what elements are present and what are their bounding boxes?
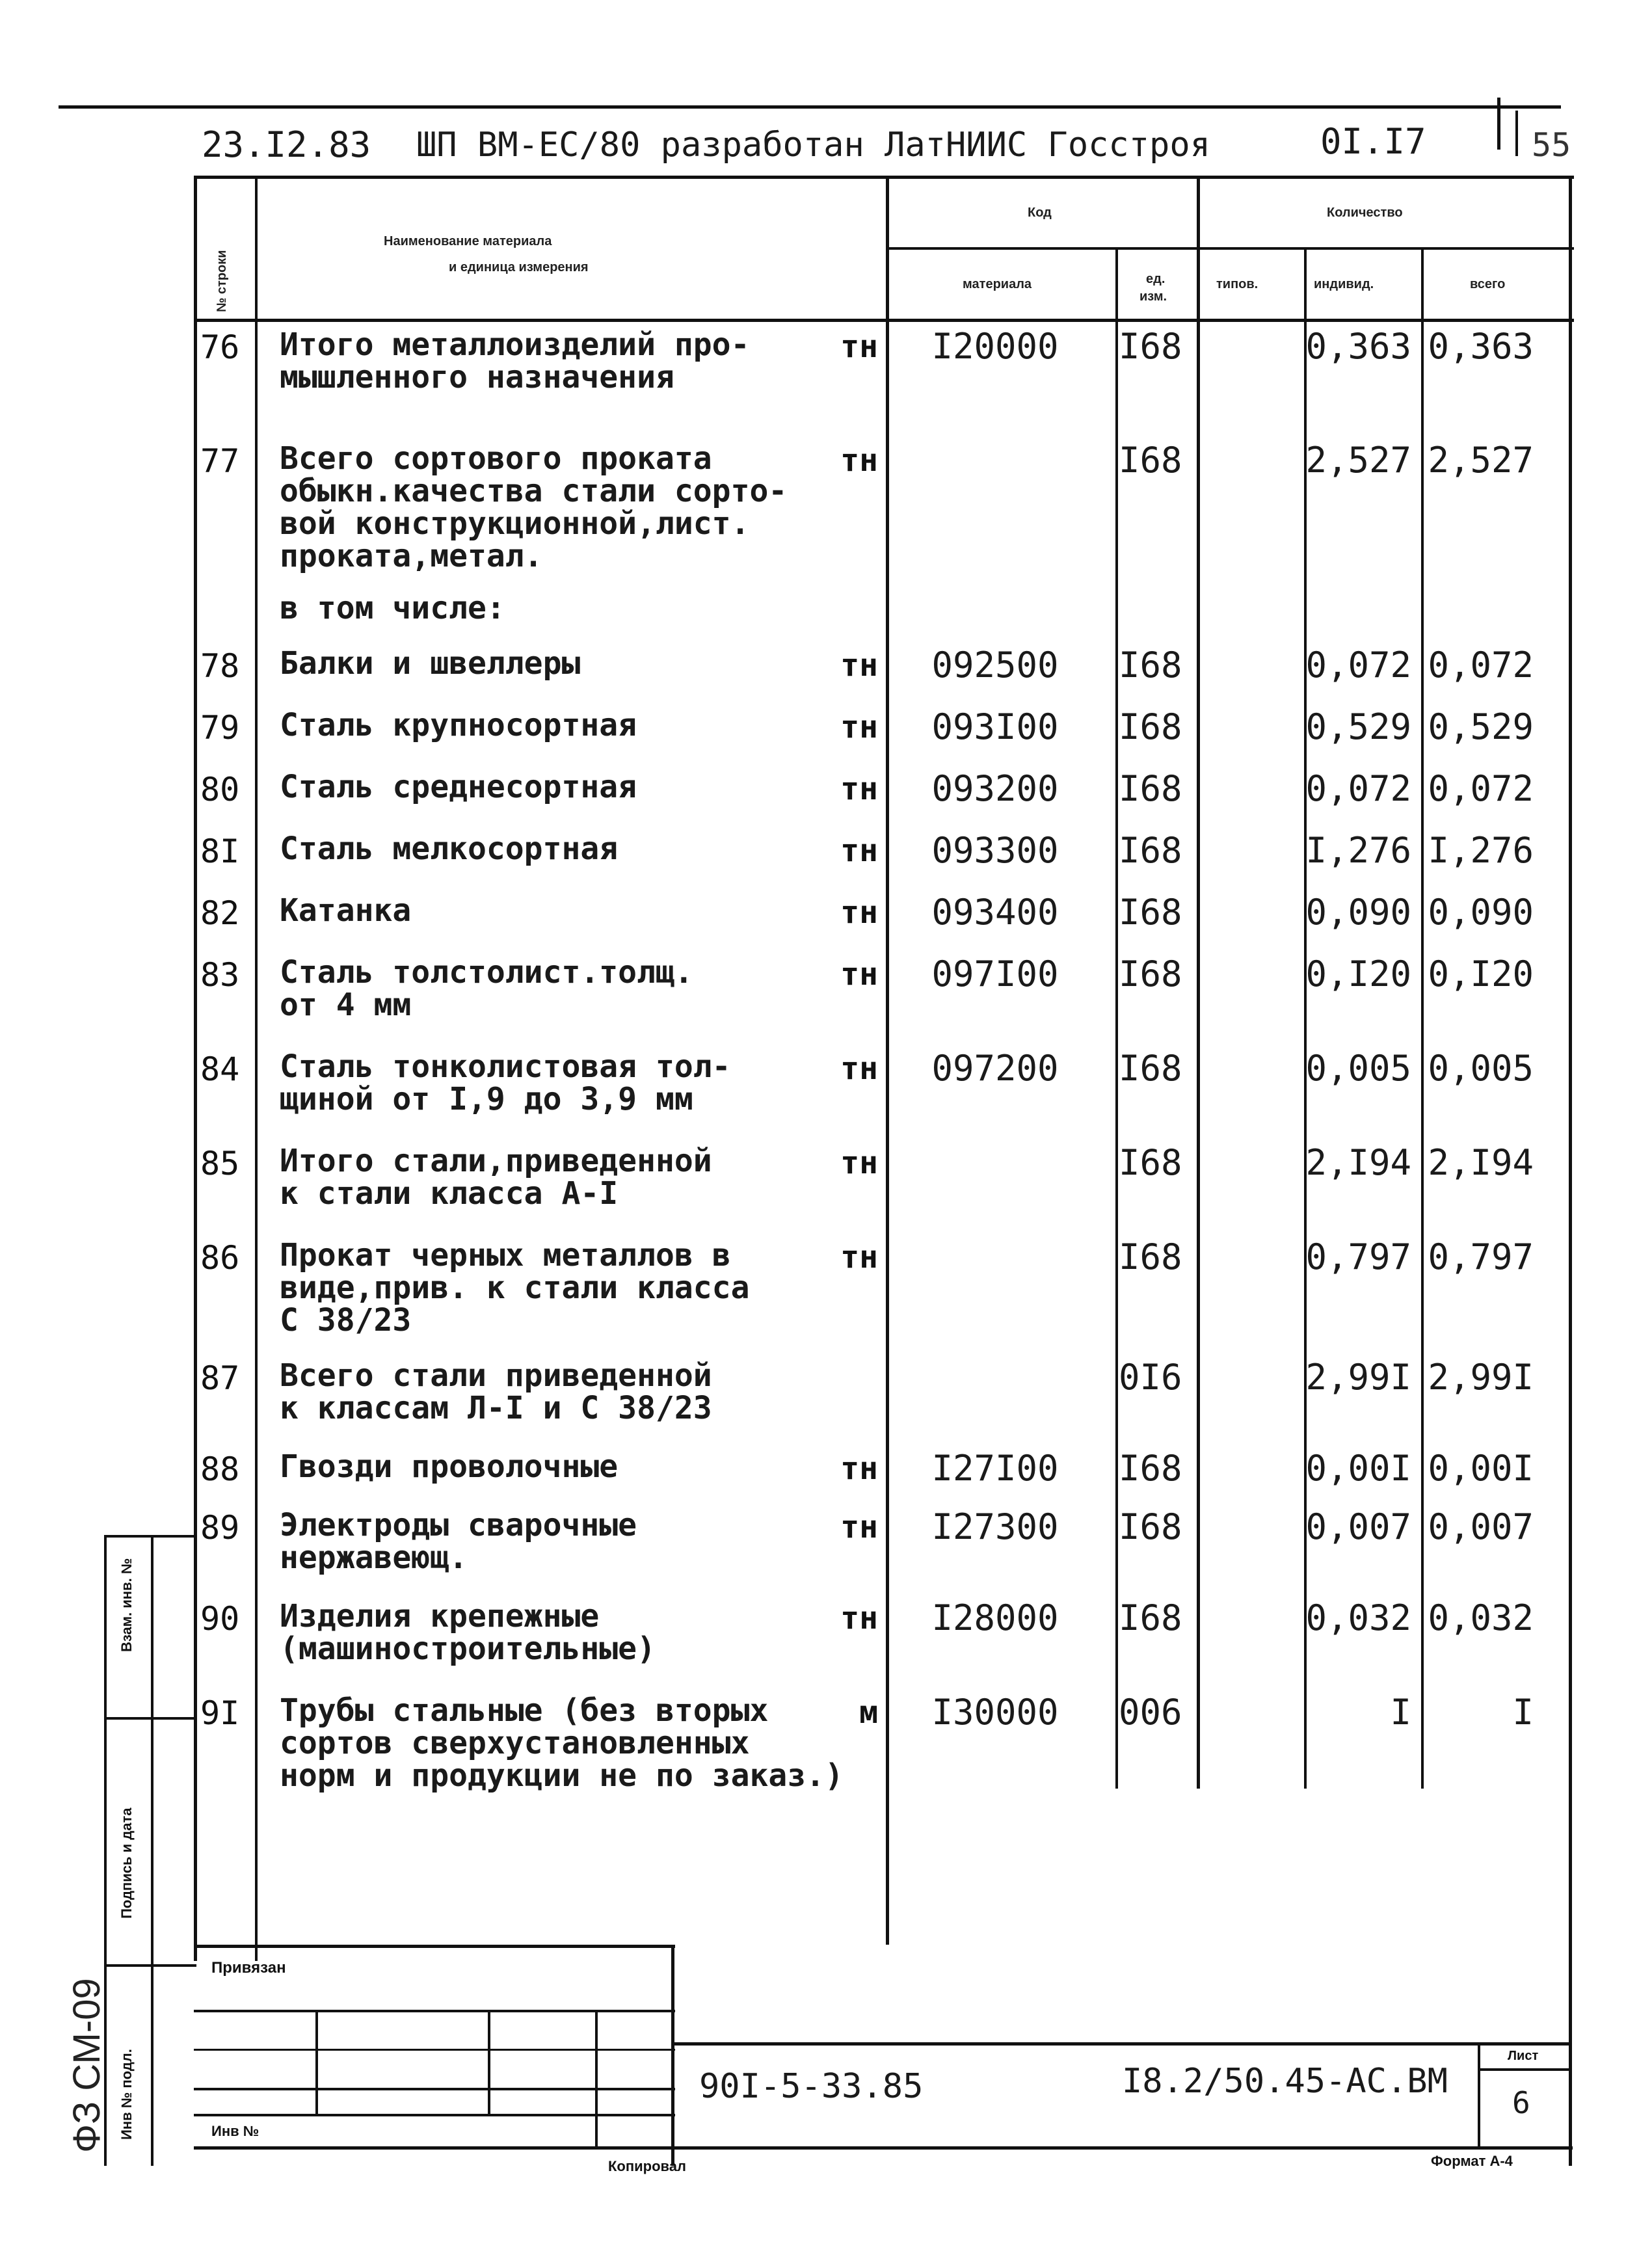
row-material-code: 093200 [931,768,1059,809]
row-number: 80 [200,771,240,808]
row-unit: тн [840,1145,878,1181]
row-unit: тн [840,1509,878,1545]
row-material-code: I27300 [931,1506,1059,1547]
row-qty-total: 0,797 [1428,1236,1534,1277]
row-unit: тн [840,956,878,993]
row-unit-code: 0I6 [1119,1357,1182,1398]
row-material-name: Электроды сварочные нержавеющ. [280,1507,637,1576]
row-material-code: 097I00 [931,953,1059,994]
header-name-line2: и единица измерения [449,260,589,274]
header-code-unit-1: ед. [1146,272,1166,286]
margin-inv-podl: Инв № подл. [118,2049,135,2140]
stamp-grid-v1 [315,2010,318,2114]
header-code-group: Код [1028,206,1052,220]
row-qty-individual: 0,005 [1305,1048,1411,1089]
header-qty-individual: индивид. [1314,277,1374,291]
stamp-privyazan: Привязан [211,1959,286,1977]
stamp-grid-h3 [194,2088,675,2090]
row-material-name: Сталь мелкосортная [280,831,619,867]
margin-inner-line [151,1535,153,2166]
row-qty-individual: 0,090 [1305,892,1411,933]
header-code-unit-2: изм. [1139,289,1167,304]
row-qty-individual: 0,797 [1305,1236,1411,1277]
header-qty-group: Количество [1327,206,1403,220]
row-qty-individual: 0,I20 [1305,953,1411,994]
row-unit-code: I68 [1119,326,1182,367]
row-qty-total: 2,527 [1428,440,1534,481]
header-code: 0I.I7 [1320,121,1426,162]
row-material-code: 092500 [931,645,1059,686]
row-material-code: 093400 [931,892,1059,933]
row-unit: тн [840,1050,878,1087]
row-qty-total: 2,I94 [1428,1142,1534,1183]
row-material-name: Всего сортового проката обыкн.качества стали сорто- вой конструкционной,лист. проката,метал. [280,440,788,574]
row-material-name: Итого металлоизделий про- мышленного назначения [280,327,750,395]
table-top-border [194,176,1574,179]
row-unit-code: I68 [1119,892,1182,933]
header-title: ШП ВМ-ЕС/80 разработан ЛатНИИС Госстроя [416,126,1210,165]
row-material-name: Гвозди проволочные [280,1448,619,1485]
row-number: 9I [200,1694,240,1732]
col-ed-divider [1197,176,1200,1789]
row-unit: тн [840,709,878,745]
page-number: 55 [1532,126,1571,164]
margin-split-1 [104,1717,196,1720]
stamp-doc-code-right: I8.2/50.45-АС.ВМ [1122,2062,1448,2101]
row-qty-total: 0,007 [1428,1506,1534,1547]
row-number: 88 [200,1450,240,1488]
margin-top-line [104,1535,196,1538]
row-number: 78 [200,647,240,685]
row-unit-code: 006 [1119,1692,1182,1733]
row-material-name: Сталь толстолист.толщ. от 4 мм [280,954,693,1023]
row-number: 87 [200,1359,240,1397]
row-material-name: Трубы стальные (без вторых сортов сверхустановленных норм и продукции не по заказ.) [280,1692,844,1794]
header-mid-line [888,247,1574,250]
row-unit-code: I68 [1119,1236,1182,1277]
row-material-code: I20000 [931,326,1059,367]
row-unit: тн [840,442,878,479]
margin-signature-date: Подпись и дата [118,1807,135,1919]
row-number: 90 [200,1600,240,1638]
row-number: 8I [200,833,240,870]
row-qty-total: 0,363 [1428,326,1534,367]
table-left-border [194,176,197,1961]
row-unit: тн [840,1450,878,1487]
row-material-name: Балки и швеллеры [280,645,581,682]
row-number: 82 [200,894,240,932]
row-qty-individual: 0,032 [1305,1597,1411,1638]
row-qty-individual: 0,007 [1305,1506,1411,1547]
row-material-name: Изделия крепежные (машиностроительные) [280,1598,656,1667]
row-number: 77 [200,442,240,480]
stamp-inv-no: Инв № [211,2123,260,2139]
row-material-code: 093I00 [931,706,1059,747]
row-number: 85 [200,1145,240,1182]
row-qty-total: 2,99I [1428,1357,1534,1398]
stamp-sheet-box-left [1478,2042,1480,2150]
col-code-divider [1115,247,1118,1789]
row-number: 79 [200,709,240,747]
margin-handwritten-code: ФЗ СМ-09 [66,1978,108,2153]
row-material-code: 097200 [931,1048,1059,1089]
header-row-no: № строки [215,250,229,312]
header-qty-typical: типов. [1216,277,1259,291]
stamp-grid-h4 [194,2114,675,2116]
header-qty-total: всего [1470,277,1506,291]
stamp-bottom-line [194,2146,1573,2150]
row-unit-code: I68 [1119,768,1182,809]
row-unit: тн [840,894,878,931]
row-material-name: Сталь крупносортная [280,707,637,743]
row-qty-total: 0,005 [1428,1048,1534,1089]
row-number: 76 [200,328,240,366]
page-number-box-divider [1515,111,1518,156]
row-qty-total: 0,090 [1428,892,1534,933]
stamp-sheet-number: 6 [1512,2085,1530,2120]
row-unit: тн [840,1239,878,1275]
row-material-name: Катанка [280,892,412,929]
row-number: 89 [200,1509,240,1547]
stamp-grid-v2 [488,2010,490,2114]
row-number: 84 [200,1050,240,1088]
row-unit: тн [840,328,878,365]
header-name-line1: Наименование материала [384,234,552,248]
row-qty-total: 0,00I [1428,1448,1534,1489]
table-right-border [1569,176,1572,2166]
row-material-name: в том числе: [280,590,505,626]
stamp-copied-by: Копировал [608,2158,687,2174]
header-date: 23.I2.83 [202,124,371,165]
row-material-code: I28000 [931,1597,1059,1638]
top-rule [59,105,1561,109]
row-qty-individual: 0,072 [1305,768,1411,809]
row-unit: тн [840,771,878,807]
row-material-name: Сталь тонколистовая тол- щиной от I,9 до 3,9 мм [280,1048,731,1117]
row-qty-individual: 2,99I [1305,1357,1411,1398]
row-qty-total: I,276 [1428,830,1534,871]
row-qty-total: 0,529 [1428,706,1534,747]
row-qty-total: 0,I20 [1428,953,1534,994]
row-qty-individual: 0,529 [1305,706,1411,747]
stamp-sheet-label: Лист [1508,2049,1539,2063]
row-unit: м [859,1694,878,1731]
row-qty-individual: 0,00I [1305,1448,1411,1489]
stamp-top-line [194,1945,675,1948]
row-unit-code: I68 [1119,706,1182,747]
row-unit-code: I68 [1119,1506,1182,1547]
row-qty-total: 0,032 [1428,1597,1534,1638]
stamp-grid-h2 [194,2049,675,2051]
stamp-format: Формат А-4 [1431,2153,1513,2169]
margin-vzam-inv: Взам. инв. № [118,1558,135,1652]
header-bottom-border [194,319,1574,322]
row-qty-individual: I [1390,1692,1411,1733]
row-unit-code: I68 [1119,440,1182,481]
stamp-doc-code-left: 90I-5-33.85 [699,2067,924,2106]
stamp-sheet-box-mid [1478,2068,1572,2071]
row-material-code: I27I00 [931,1448,1059,1489]
row-qty-total: 0,072 [1428,645,1534,686]
header-code-material: материала [963,277,1032,291]
row-qty-total: I [1512,1692,1534,1733]
row-unit-code: I68 [1119,1142,1182,1183]
row-qty-individual: 0,363 [1305,326,1411,367]
stamp-title-line [674,2042,1572,2046]
row-qty-individual: 2,I94 [1305,1142,1411,1183]
row-unit-code: I68 [1119,830,1182,871]
row-unit: тн [840,1600,878,1636]
row-material-name: Прокат черных металлов в виде,прив. к стали класса С 38/23 [280,1237,750,1339]
stamp-left-box-right [671,1945,674,2166]
row-unit: тн [840,647,878,684]
row-number: 86 [200,1239,240,1277]
row-qty-individual: 2,527 [1305,440,1411,481]
row-number: 83 [200,956,240,994]
row-material-code: 093300 [931,830,1059,871]
row-unit-code: I68 [1119,1448,1182,1489]
row-unit-code: I68 [1119,953,1182,994]
page-number-box-left [1497,98,1500,150]
row-qty-individual: I,276 [1305,830,1411,871]
row-material-name: Итого стали,приведенной к стали класса А-I [280,1143,712,1212]
stamp-grid-v3 [595,2010,598,2146]
margin-split-2 [104,1964,196,1967]
row-material-name: Сталь среднесортная [280,769,637,805]
col-rowno-divider [255,176,258,1961]
row-unit-code: I68 [1119,1597,1182,1638]
row-material-code: I30000 [931,1692,1059,1733]
row-unit: тн [840,833,878,869]
stamp-grid-h1 [194,2010,675,2012]
row-qty-individual: 0,072 [1305,645,1411,686]
row-qty-total: 0,072 [1428,768,1534,809]
row-material-name: Всего стали приведенной к классам Л-I и С 38/23 [280,1357,712,1426]
row-unit-code: I68 [1119,1048,1182,1089]
row-unit-code: I68 [1119,645,1182,686]
